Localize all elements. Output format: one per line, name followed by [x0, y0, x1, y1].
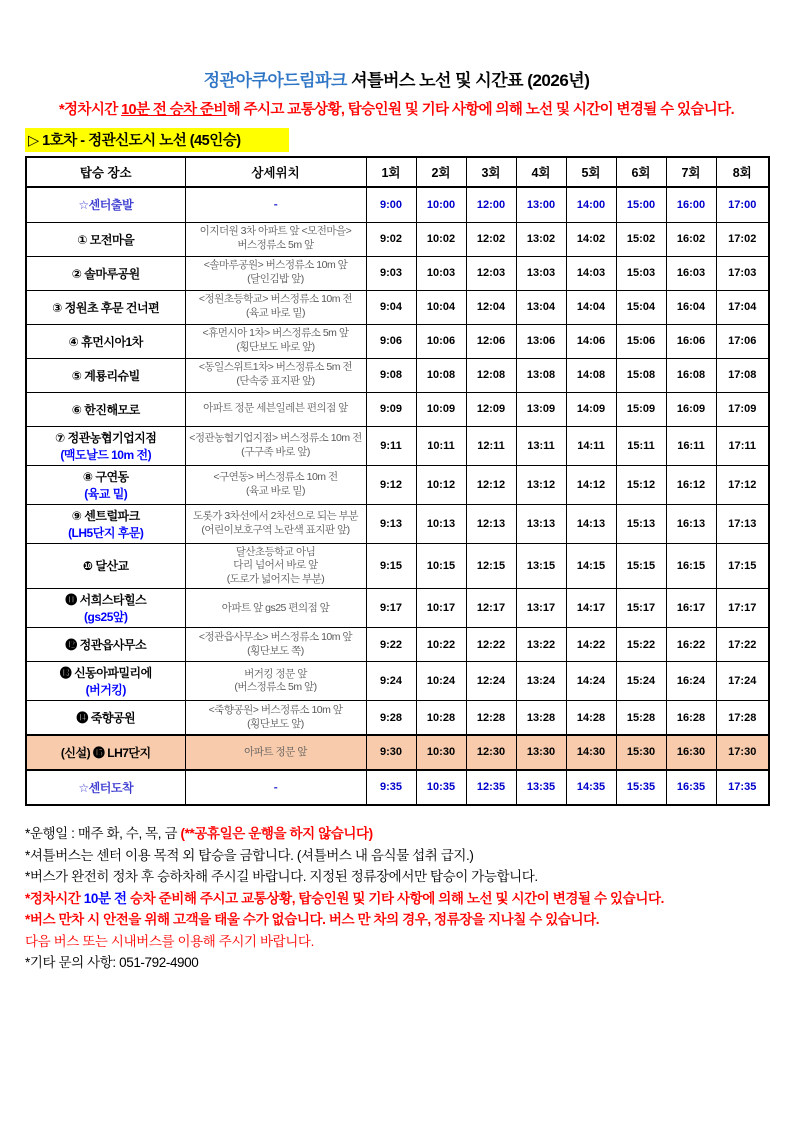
stop-name-cell: ⓭ 신동아파밀리에 (버거킹)	[26, 662, 185, 701]
time-cell: 10:28	[416, 701, 466, 735]
time-cell: 15:02	[616, 222, 666, 256]
time-cell: 16:02	[666, 222, 716, 256]
stop-name-cell: ☆센터도착	[26, 770, 185, 805]
time-cell: 13:35	[516, 770, 566, 805]
time-cell: 15:13	[616, 504, 666, 543]
time-cell: 16:24	[666, 662, 716, 701]
stop-name-cell: ② 솔마루공원	[26, 256, 185, 290]
time-cell: 17:12	[716, 465, 769, 504]
time-cell: 16:08	[666, 358, 716, 392]
time-cell: 17:06	[716, 324, 769, 358]
column-header-0: 탑승 장소	[26, 157, 185, 187]
time-cell: 13:11	[516, 426, 566, 465]
time-cell: 17:17	[716, 589, 769, 628]
detail-line: (구구족 바로 앞)	[241, 445, 310, 458]
time-cell: 13:15	[516, 543, 566, 589]
column-header-1: 상세위치	[185, 157, 366, 187]
time-cell: 10:30	[416, 735, 466, 770]
detail-location-cell	[185, 187, 366, 222]
note-line	[25, 888, 793, 910]
time-cell: 16:28	[666, 701, 716, 735]
time-cell: 13:12	[516, 465, 566, 504]
time-cell: 9:28	[366, 701, 416, 735]
time-cell: 12:11	[466, 426, 516, 465]
detail-line: (달인김밥 앞)	[247, 273, 304, 285]
table-row	[26, 628, 769, 662]
time-cell: 15:06	[616, 324, 666, 358]
note-line	[25, 866, 793, 888]
detail-line: -	[273, 779, 278, 794]
detail-line: (어린이보호구역 노란색 표지판 앞)	[201, 523, 350, 536]
table-row	[26, 543, 769, 589]
note-line	[25, 845, 793, 867]
time-cell: 13:04	[516, 290, 566, 324]
table-row	[26, 504, 769, 543]
time-cell: 17:28	[716, 701, 769, 735]
time-cell: 12:08	[466, 358, 516, 392]
time-cell: 14:22	[566, 628, 616, 662]
warning-subtitle	[0, 98, 793, 119]
time-cell: 10:09	[416, 392, 466, 426]
time-cell: 14:09	[566, 392, 616, 426]
table-row	[26, 392, 769, 426]
table-row	[26, 735, 769, 770]
detail-location-cell	[185, 222, 366, 256]
subtitle-underlined: 10분 전 승차 준비	[121, 102, 227, 118]
table-row	[26, 662, 769, 701]
time-cell: 15:12	[616, 465, 666, 504]
note-line	[25, 931, 793, 953]
detail-line: -	[273, 196, 278, 211]
column-header-3: 2회	[416, 157, 466, 187]
time-cell: 10:15	[416, 543, 466, 589]
detail-location-cell	[185, 256, 366, 290]
time-cell: 13:06	[516, 324, 566, 358]
time-cell: 13:28	[516, 701, 566, 735]
time-cell: 14:13	[566, 504, 616, 543]
time-cell: 12:22	[466, 628, 516, 662]
detail-line: <정관읍사무소> 버스정류소 10m 앞	[198, 631, 353, 644]
time-cell: 10:06	[416, 324, 466, 358]
detail-line: 이지더원 3차 아파트 앞 <모전마을>	[199, 225, 352, 238]
route-banner-wrap	[25, 128, 793, 152]
time-cell: 10:24	[416, 662, 466, 701]
time-cell: 10:08	[416, 358, 466, 392]
time-cell: 16:15	[666, 543, 716, 589]
time-cell: 13:09	[516, 392, 566, 426]
stop-sub-label: (gs25앞)	[84, 610, 128, 625]
time-cell: 17:30	[716, 735, 769, 770]
time-cell: 12:02	[466, 222, 516, 256]
time-cell: 14:30	[566, 735, 616, 770]
time-cell: 17:13	[716, 504, 769, 543]
detail-line: <죽향공원> 버스정류소 10m 앞	[208, 704, 343, 717]
time-cell: 14:15	[566, 543, 616, 589]
time-cell: 16:30	[666, 735, 716, 770]
time-cell: 12:17	[466, 589, 516, 628]
column-header-8: 7회	[666, 157, 716, 187]
note-segment: *버스 만차 시 안전을 위해 고객을 태울 수가 없습니다. 버스 만 차의 경우, 정류장을 지나칠 수 있습니다.	[25, 912, 600, 928]
time-cell: 14:00	[566, 187, 616, 222]
note-segment: *버스가 완전히 정차 후 승하차해 주시길 바랍니다. 지정된 정류장에서만 탑승이 가능합니다.	[25, 869, 538, 885]
time-cell: 15:09	[616, 392, 666, 426]
note-segment: 승차 준비해 주시고 교통상황, 탑승인원 및 기타 사항에 의해 노선 및 시간이 변경될 수 있습니다.	[126, 890, 664, 906]
table-row	[26, 290, 769, 324]
time-cell: 12:06	[466, 324, 516, 358]
time-cell: 14:02	[566, 222, 616, 256]
detail-location-cell	[185, 770, 366, 805]
stop-name-cell: ⓮ 죽향공원	[26, 701, 185, 735]
column-header-6: 5회	[566, 157, 616, 187]
time-cell: 10:02	[416, 222, 466, 256]
subtitle-suffix: 해 주시고 교통상황, 탑승인원 및 기타 사항에 의해 노선 및 시간이 변경될 수 있습니다.	[226, 102, 735, 118]
time-cell: 14:06	[566, 324, 616, 358]
detail-location-cell	[185, 504, 366, 543]
stop-name-cell: ⑦ 정관농협기업지점 (맥도날드 10m 전)	[26, 426, 185, 465]
time-cell: 13:24	[516, 662, 566, 701]
time-cell: 13:22	[516, 628, 566, 662]
time-cell: 16:12	[666, 465, 716, 504]
stop-name-cell: ③ 정원초 후문 건너편	[26, 290, 185, 324]
time-cell: 14:24	[566, 662, 616, 701]
time-cell: 16:22	[666, 628, 716, 662]
column-header-4: 3회	[466, 157, 516, 187]
time-cell: 17:02	[716, 222, 769, 256]
table-row	[26, 426, 769, 465]
table-row	[26, 187, 769, 222]
time-cell: 15:22	[616, 628, 666, 662]
page-title	[0, 66, 793, 91]
time-cell: 15:15	[616, 543, 666, 589]
time-cell: 12:28	[466, 701, 516, 735]
time-cell: 10:00	[416, 187, 466, 222]
time-cell: 17:11	[716, 426, 769, 465]
detail-line: 버거킹 정문 앞	[244, 667, 307, 680]
time-cell: 12:09	[466, 392, 516, 426]
time-cell: 16:13	[666, 504, 716, 543]
time-cell: 14:11	[566, 426, 616, 465]
table-row	[26, 589, 769, 628]
time-cell: 10:04	[416, 290, 466, 324]
time-cell: 9:08	[366, 358, 416, 392]
time-cell: 9:04	[366, 290, 416, 324]
table-row	[26, 256, 769, 290]
stop-name-cell: ⑥ 한진해모로	[26, 392, 185, 426]
stop-name-cell: ⑧ 구연동 (육교 밑)	[26, 465, 185, 504]
stop-name-cell: ⑨ 센트럴파크 (LH5단지 후문)	[26, 504, 185, 543]
time-cell: 14:08	[566, 358, 616, 392]
detail-line: (횡단보도 바로 앞)	[236, 341, 315, 353]
detail-line: <솔마루공원> 버스정류소 10m 앞	[203, 259, 348, 272]
stop-sub-label: (버거킹)	[85, 683, 126, 698]
time-cell: 13:30	[516, 735, 566, 770]
detail-location-cell	[185, 426, 366, 465]
time-cell: 9:06	[366, 324, 416, 358]
table-row	[26, 465, 769, 504]
note-segment: *정차시간	[25, 890, 84, 906]
time-cell: 15:00	[616, 187, 666, 222]
detail-location-cell	[185, 290, 366, 324]
time-cell: 14:28	[566, 701, 616, 735]
time-cell: 17:08	[716, 358, 769, 392]
time-cell: 9:00	[366, 187, 416, 222]
detail-line: (횡단보도 쪽)	[247, 644, 304, 657]
timetable-body	[26, 187, 769, 805]
stop-sub-label: (맥도날드 10m 전)	[60, 447, 152, 462]
detail-location-cell	[185, 701, 366, 735]
stop-name-cell: (신설) ⓯ LH7단지	[26, 735, 185, 770]
table-row	[26, 770, 769, 805]
time-cell: 17:09	[716, 392, 769, 426]
table-row	[26, 222, 769, 256]
timetable-header-row	[26, 157, 769, 187]
detail-line: (육교 바로 밑)	[245, 307, 306, 319]
stop-name-cell: ⓫ 서희스타힐스 (gs25앞)	[26, 589, 185, 628]
time-cell: 17:03	[716, 256, 769, 290]
time-cell: 9:11	[366, 426, 416, 465]
time-cell: 15:17	[616, 589, 666, 628]
detail-line: <정관농협기업지점> 버스정류소 10m 전	[189, 431, 362, 444]
time-cell: 15:11	[616, 426, 666, 465]
time-cell: 15:08	[616, 358, 666, 392]
time-cell: 17:04	[716, 290, 769, 324]
time-cell: 12:04	[466, 290, 516, 324]
stop-name-cell: ⓬ 정관읍사무소	[26, 628, 185, 662]
detail-line: (단속중 표지판 앞)	[236, 375, 315, 387]
time-cell: 16:00	[666, 187, 716, 222]
time-cell: 14:04	[566, 290, 616, 324]
time-cell: 10:17	[416, 589, 466, 628]
note-line	[25, 952, 793, 974]
time-cell: 12:15	[466, 543, 516, 589]
time-cell: 10:03	[416, 256, 466, 290]
route-banner: ▷ 1호차 - 정관신도시 노선 (45인승)	[25, 128, 289, 152]
stop-name-cell: ☆센터출발	[26, 187, 185, 222]
detail-line: <구연동> 버스정류소 10m 전	[213, 470, 338, 483]
time-cell: 12:13	[466, 504, 516, 543]
note-line	[25, 909, 793, 931]
time-cell: 10:35	[416, 770, 466, 805]
stop-sub-label: (육교 밑)	[84, 486, 128, 501]
time-cell: 15:04	[616, 290, 666, 324]
facility-name: 정관아쿠아드림파크	[203, 71, 347, 90]
detail-location-cell	[185, 628, 366, 662]
stop-name-cell: ① 모전마을	[26, 222, 185, 256]
column-header-9: 8회	[716, 157, 769, 187]
detail-location-cell	[185, 662, 366, 701]
note-segment: 10분 전	[83, 890, 127, 906]
time-cell: 9:35	[366, 770, 416, 805]
column-header-5: 4회	[516, 157, 566, 187]
detail-line: 아파트 정문 세븐일레븐 편의점 앞	[203, 402, 348, 415]
detail-location-cell	[185, 324, 366, 358]
time-cell: 14:17	[566, 589, 616, 628]
time-cell: 14:12	[566, 465, 616, 504]
time-cell: 16:17	[666, 589, 716, 628]
time-cell: 13:08	[516, 358, 566, 392]
detail-line: (도로가 넓어지는 부분)	[226, 572, 325, 585]
time-cell: 10:22	[416, 628, 466, 662]
time-cell: 12:00	[466, 187, 516, 222]
detail-location-cell	[185, 392, 366, 426]
time-cell: 9:30	[366, 735, 416, 770]
stop-name-cell: ④ 휴먼시아1차	[26, 324, 185, 358]
detail-line: 다리 넘어서 바로 앞	[233, 559, 318, 572]
detail-line: (버스정류소 5m 앞)	[234, 681, 317, 694]
time-cell: 16:35	[666, 770, 716, 805]
time-cell: 9:12	[366, 465, 416, 504]
detail-line: 도롯가 3차선에서 2차선으로 되는 부분	[193, 509, 358, 522]
note-segment: *운행일 : 매주 화, 수, 목, 금	[25, 825, 181, 841]
table-row	[26, 358, 769, 392]
column-header-2: 1회	[366, 157, 416, 187]
time-cell: 12:24	[466, 662, 516, 701]
time-cell: 12:35	[466, 770, 516, 805]
detail-location-cell	[185, 735, 366, 770]
time-cell: 16:06	[666, 324, 716, 358]
stop-sub-label: (LH5단지 후문)	[68, 525, 144, 540]
detail-line: (육교 바로 밑)	[245, 484, 306, 497]
time-cell: 15:35	[616, 770, 666, 805]
detail-line: 아파트 정문 앞	[244, 745, 307, 758]
time-cell: 12:12	[466, 465, 516, 504]
note-segment: (**공휴일은 운행을 하지 않습니다)	[180, 825, 373, 841]
time-cell: 15:03	[616, 256, 666, 290]
time-cell: 17:24	[716, 662, 769, 701]
time-cell: 16:04	[666, 290, 716, 324]
detail-line: 아파트 앞 gs25 편의점 앞	[221, 601, 330, 614]
note-segment: *셔틀버스는 센터 이용 목적 외 탑승을 금합니다. (셔틀버스 내 음식물 섭취 급지.)	[25, 847, 474, 863]
detail-line: (횡단보도 앞)	[247, 717, 304, 730]
time-cell: 12:03	[466, 256, 516, 290]
detail-line: <정원초등학교> 버스정류소 10m 전	[198, 293, 353, 306]
note-line	[25, 823, 793, 845]
time-cell: 14:35	[566, 770, 616, 805]
shuttle-timetable	[25, 156, 770, 806]
time-cell: 17:22	[716, 628, 769, 662]
footer-notes	[25, 823, 793, 974]
time-cell: 15:24	[616, 662, 666, 701]
time-cell: 9:13	[366, 504, 416, 543]
time-cell: 12:30	[466, 735, 516, 770]
time-cell: 16:11	[666, 426, 716, 465]
time-cell: 9:02	[366, 222, 416, 256]
stop-name-cell: ⑤ 계룡리슈빌	[26, 358, 185, 392]
subtitle-prefix: *정차시간	[58, 102, 122, 118]
note-segment: *기타 문의 사항: 051-792-4900	[25, 955, 199, 971]
detail-location-cell	[185, 358, 366, 392]
time-cell: 10:12	[416, 465, 466, 504]
column-header-7: 6회	[616, 157, 666, 187]
table-row	[26, 701, 769, 735]
title-rest: 셔틀버스 노선 및 시간표 (2026년)	[346, 71, 590, 90]
detail-line: <휴먼시아 1차> 버스정류소 5m 앞	[202, 327, 349, 340]
time-cell: 13:02	[516, 222, 566, 256]
time-cell: 15:28	[616, 701, 666, 735]
detail-line: <동일스위트1차> 버스정류소 5m 전	[198, 361, 353, 374]
time-cell: 13:03	[516, 256, 566, 290]
time-cell: 13:00	[516, 187, 566, 222]
detail-line: 달산초등학교 아님	[235, 545, 316, 558]
time-cell: 16:09	[666, 392, 716, 426]
detail-location-cell	[185, 465, 366, 504]
time-cell: 13:13	[516, 504, 566, 543]
time-cell: 9:03	[366, 256, 416, 290]
table-row	[26, 324, 769, 358]
stop-name-cell: ❿ 달산교	[26, 543, 185, 589]
time-cell: 17:35	[716, 770, 769, 805]
time-cell: 9:15	[366, 543, 416, 589]
time-cell: 9:09	[366, 392, 416, 426]
detail-location-cell	[185, 543, 366, 589]
time-cell: 10:11	[416, 426, 466, 465]
time-cell: 10:13	[416, 504, 466, 543]
time-cell: 14:03	[566, 256, 616, 290]
time-cell: 15:30	[616, 735, 666, 770]
time-cell: 9:17	[366, 589, 416, 628]
detail-location-cell	[185, 589, 366, 628]
time-cell: 13:17	[516, 589, 566, 628]
detail-line: 버스정류소 5m 앞	[237, 239, 314, 251]
time-cell: 9:24	[366, 662, 416, 701]
note-segment: 다음 버스 또는 시내버스를 이용해 주시기 바랍니다.	[25, 933, 314, 949]
time-cell: 17:00	[716, 187, 769, 222]
time-cell: 17:15	[716, 543, 769, 589]
time-cell: 16:03	[666, 256, 716, 290]
time-cell: 9:22	[366, 628, 416, 662]
